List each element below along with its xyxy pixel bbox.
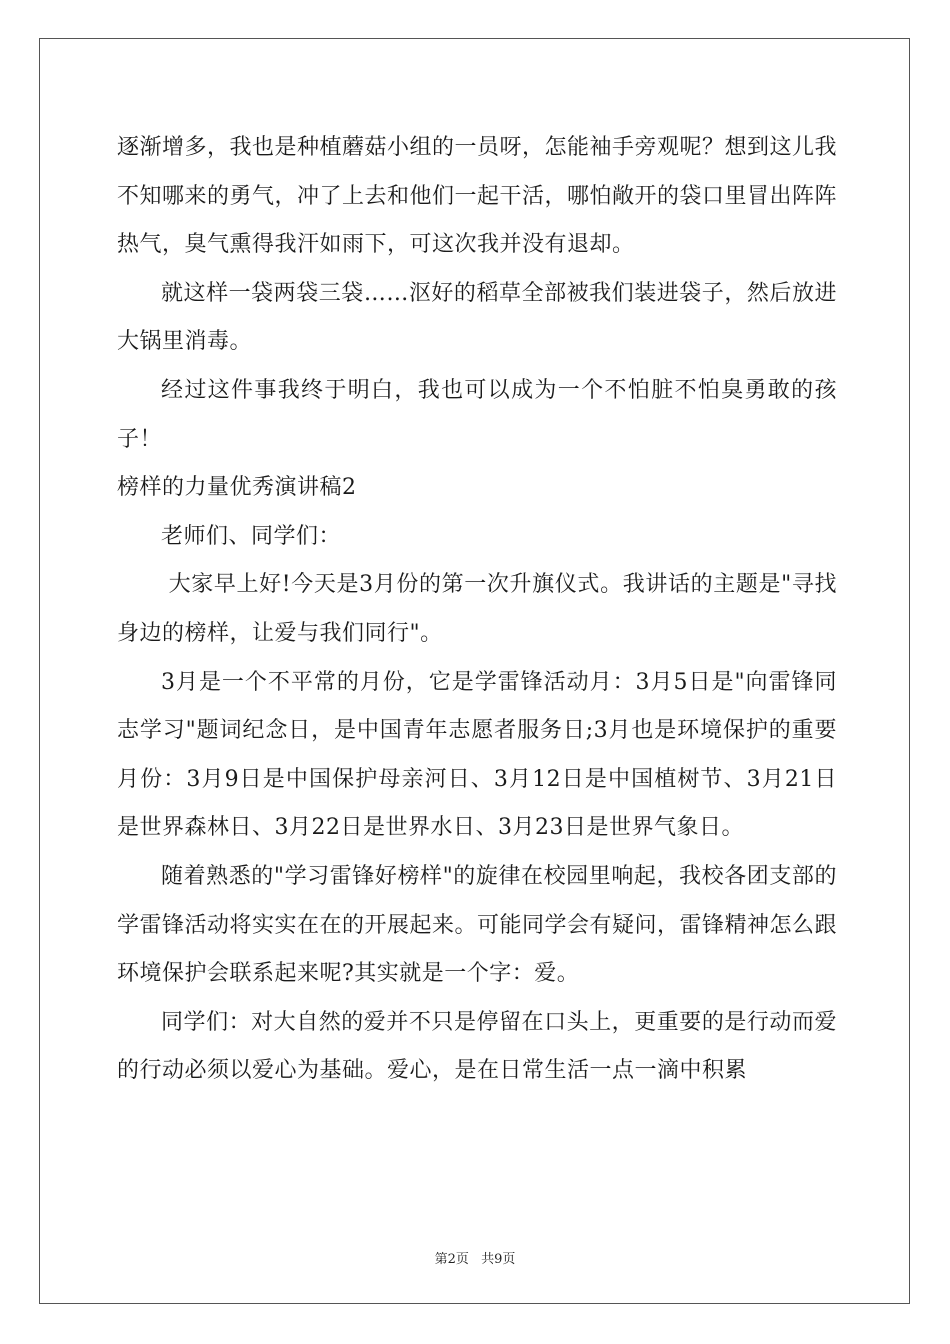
paragraph-love: 同学们：对大自然的爱并不只是停留在口头上，更重要的是行动而爱的行动必须以爱心为基础。爱心，是在日常生活一点一滴中积累 (117, 1009, 837, 1084)
page-footer (0, 1248, 950, 1267)
paragraph-leifeng: 随着熟悉的"学习雷锋好榜样"的旋律在校园里响起，我校各团支部的学雷锋活动将实实在在的开展起来。可能同学会有疑问，雷锋精神怎么跟环境保护会联系起来呢?其实就是一个字：爱。 (117, 863, 838, 987)
salutation: 老师们、同学们： (161, 523, 342, 549)
section-heading: 榜样的力量优秀演讲稿2 (117, 475, 357, 501)
page-total: 共9页 (481, 1252, 516, 1267)
paragraph-3: 经过这件事我终于明白，我也可以成为一个不怕脏不怕臭勇敢的孩子！ (117, 377, 837, 452)
paragraph-2: 就这样一袋两袋三袋……沤好的稻草全部被我们装进袋子，然后放进大锅里消毒。 (117, 280, 837, 355)
document-body (117, 124, 837, 1096)
page-number: 第2页 (434, 1252, 469, 1267)
paragraph-1: 逐渐增多，我也是种植蘑菇小组的一员呀，怎能袖手旁观呢？想到这儿我不知哪来的勇气，冲了上去和他们一起干活，哪怕敞开的袋口里冒出阵阵热气，臭气熏得我汗如雨下，可这次我并没有退却。 (117, 135, 838, 258)
paragraph-march: 3月是一个不平常的月份，它是学雷锋活动月：3月5日是"向雷锋同志学习"题词纪念日，是中国青年志愿者服务日;3月也是环境保护的重要月份：3月9日是中国保护母亲河日、3月12日是中国植树节、3月21日是世界森林日、3月22日是世界水日、3月23日是世界气象日。 (117, 669, 837, 841)
paragraph-greeting: 大家早上好!今天是3月份的第一次升旗仪式。我讲话的主题是"寻找身边的榜样，让爱与我们同行"。 (117, 572, 837, 646)
